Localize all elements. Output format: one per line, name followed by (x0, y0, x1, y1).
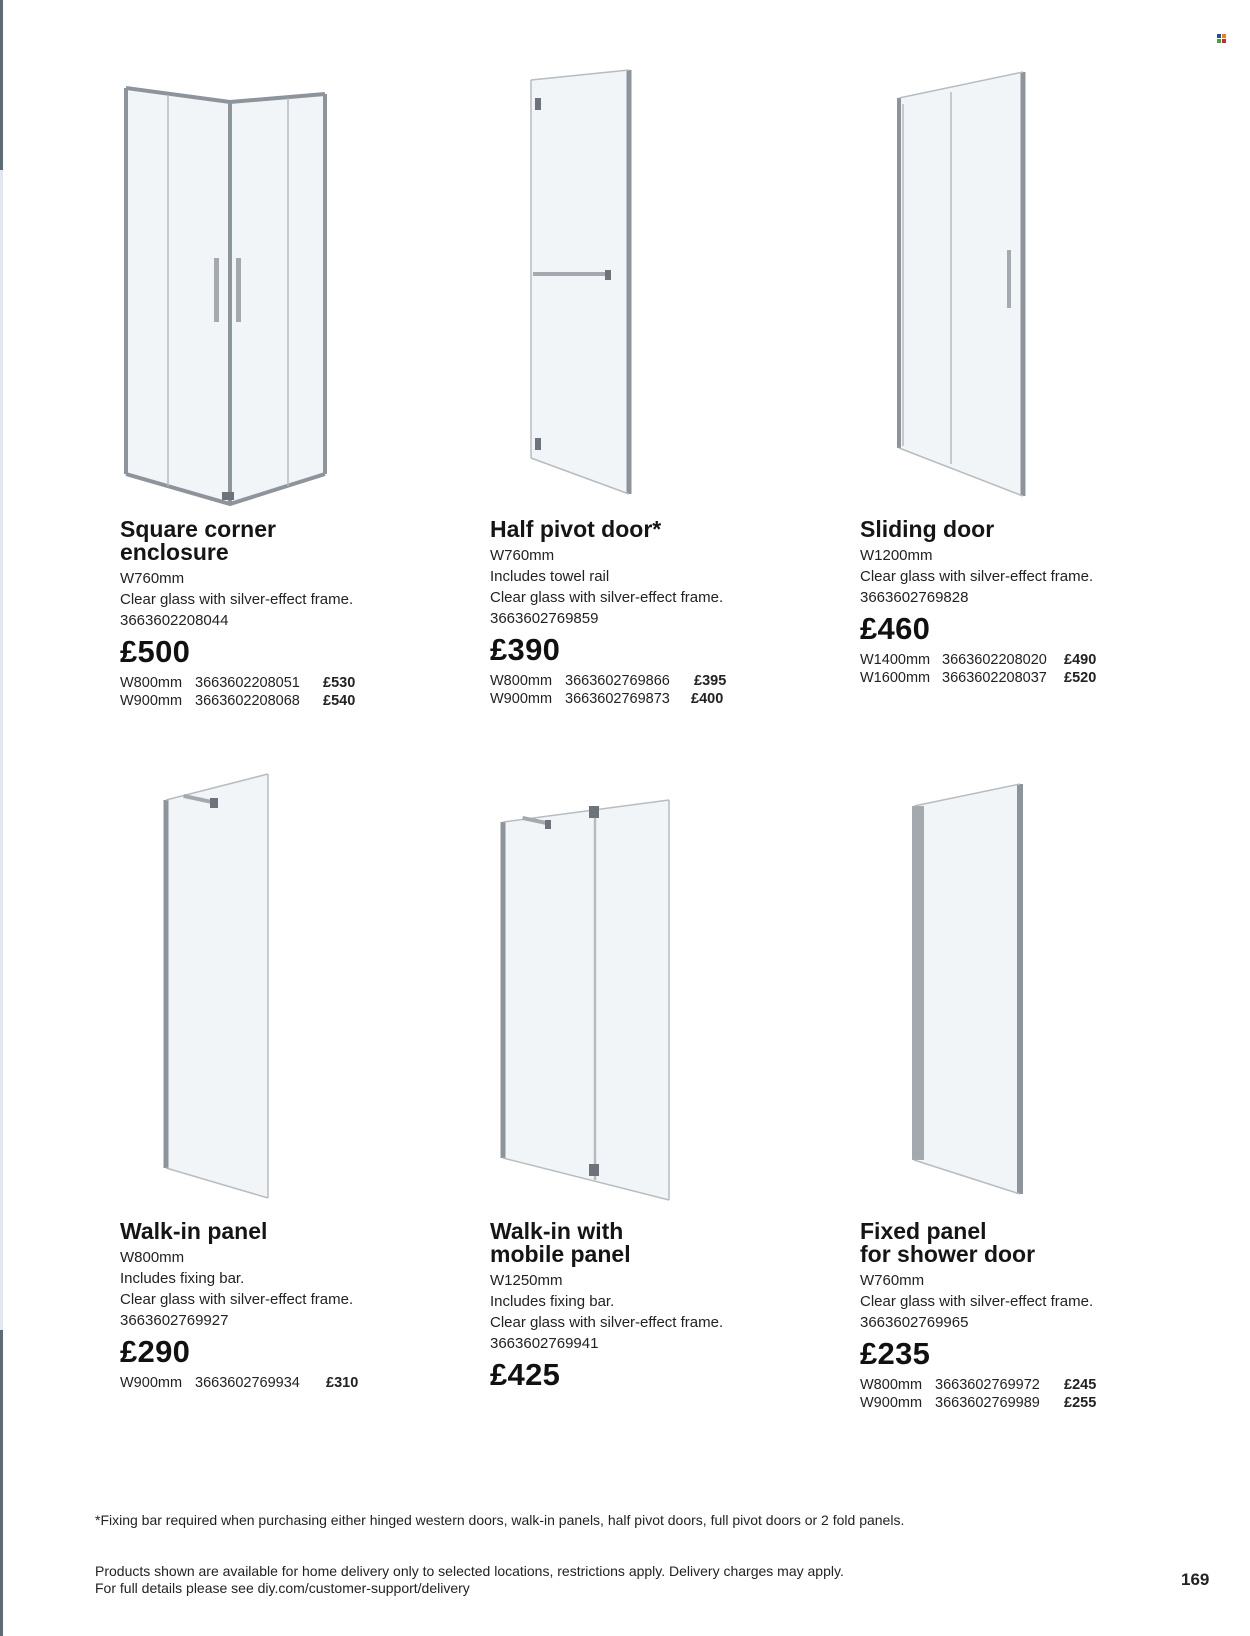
product-feature: Includes fixing bar. (120, 1270, 245, 1287)
edge-marker (0, 0, 3, 170)
product-title: Square corner enclosure (120, 516, 276, 565)
product-code: 3663602769965 (860, 1314, 969, 1331)
page-number: 169 (1181, 1570, 1210, 1589)
product-width: W760mm (860, 1272, 925, 1289)
product-code: 3663602208044 (120, 612, 229, 629)
product-width: W760mm (120, 570, 185, 587)
delivery-details-link[interactable]: For full details please see diy.com/customer-support/delivery (95, 1580, 470, 1596)
product-description: Clear glass with silver-effect frame. (860, 1293, 1094, 1310)
product-price: £390 (490, 632, 561, 667)
product-info (120, 1220, 460, 1392)
page-edge (0, 0, 3, 1636)
product-code: 3663602769859 (490, 610, 599, 627)
product-feature: Includes towel rail (490, 568, 610, 585)
half-pivot-door-image (525, 66, 635, 498)
walk-in-mobile-panel-image (497, 796, 673, 1204)
variant-row: W800mm 3663602769972 £245 (860, 1377, 1097, 1393)
product-description: Clear glass with silver-effect frame. (120, 1291, 354, 1308)
product-price: £460 (860, 611, 931, 646)
variant-row: W800mm 3663602769866 £395 (490, 673, 727, 689)
walk-in-panel-image (158, 770, 273, 1202)
product-code: 3663602769927 (120, 1312, 229, 1329)
product-width: W760mm (490, 547, 555, 564)
product-feature: Includes fixing bar. (490, 1293, 615, 1310)
variant-row: W900mm 3663602769989 £255 (860, 1395, 1097, 1411)
product-code: 3663602769941 (490, 1335, 599, 1352)
product-description: Clear glass with silver-effect frame. (860, 568, 1094, 585)
variant-row: W1600mm 3663602208037 £520 (860, 670, 1097, 686)
product-info (490, 1220, 830, 1397)
fixing-bar-footnote: *Fixing bar required when purchasing either hinged western doors, walk-in panels, half pivot doors, full pivot doors or 2 fold panels. (95, 1512, 905, 1528)
product-info (120, 518, 460, 710)
product-title: Half pivot door* (490, 516, 662, 542)
variant-row: W900mm 3663602769873 £400 (490, 691, 724, 707)
product-width: W1200mm (860, 547, 933, 564)
sliding-door-image (895, 68, 1035, 500)
product-code: 3663602769828 (860, 589, 969, 606)
product-title: Sliding door (860, 516, 995, 542)
product-title: Walk-in with mobile panel (490, 1218, 631, 1267)
product-width: W800mm (120, 1249, 185, 1266)
variant-row: W1400mm 3663602208020 £490 (860, 652, 1097, 668)
product-price: £425 (490, 1357, 561, 1392)
product-info (860, 1220, 1200, 1412)
product-title: Walk-in panel (120, 1218, 268, 1244)
variant-row: W900mm 3663602769934 £310 (120, 1375, 359, 1391)
edge-marker (0, 1330, 3, 1636)
fixed-panel-image (908, 780, 1028, 1200)
product-title: Fixed panel for shower door (860, 1218, 1036, 1267)
product-price: £235 (860, 1336, 931, 1371)
product-info (490, 518, 830, 708)
variant-row: W800mm 3663602208051 £530 (120, 675, 356, 691)
product-info (860, 518, 1200, 687)
product-description: Clear glass with silver-effect frame. (120, 591, 354, 608)
product-description: Clear glass with silver-effect frame. (490, 1314, 724, 1331)
delivery-footnote: Products shown are available for home delivery only to selected locations, restrictions apply. Delivery charges may apply. (95, 1563, 844, 1579)
product-width: W1250mm (490, 1272, 563, 1289)
variant-row: W900mm 3663602208068 £540 (120, 693, 356, 709)
square-corner-enclosure-image (120, 82, 340, 512)
brand-logo-icon (1217, 34, 1227, 44)
product-price: £500 (120, 634, 191, 669)
product-price: £290 (120, 1334, 191, 1369)
product-description: Clear glass with silver-effect frame. (490, 589, 724, 606)
